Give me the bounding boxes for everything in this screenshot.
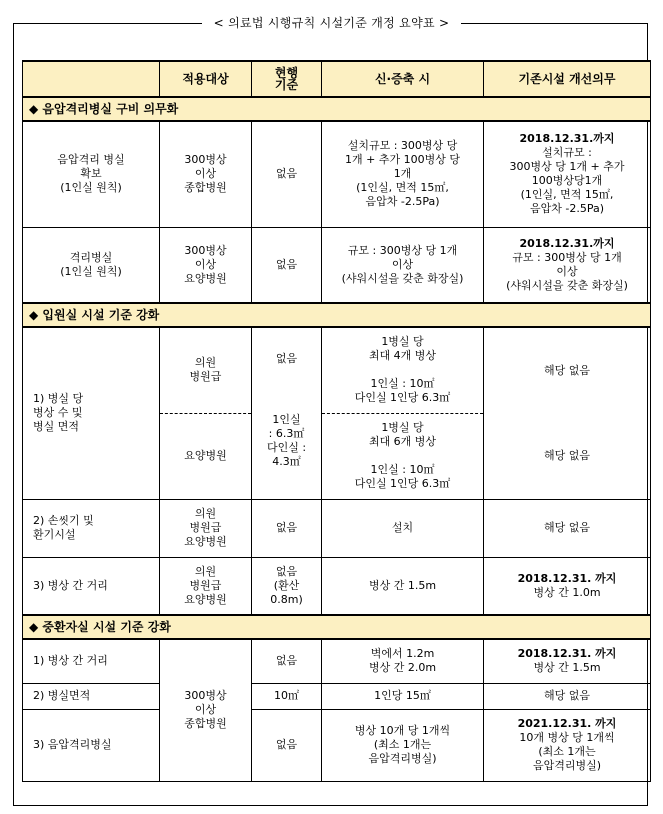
row-target: 의원 병원급 xyxy=(160,327,252,413)
row-new: 벽에서 1.2m 병상 간 2.0m xyxy=(322,639,484,683)
row-existing xyxy=(484,709,651,781)
row-new: 병상 10개 당 1개씩 (최소 1개는 음압격리병실) xyxy=(322,709,484,781)
row-new: 설치규모 : 300병상 당 1개 + 추가 100병상 당 1개 (1인실, 면적 15㎡, 음압차 -2.5Pa) xyxy=(322,121,484,227)
row-new: 1병실 당 최대 6개 병상 1인실 : 10㎡ 다인실 1인당 6.3㎡ xyxy=(322,413,484,499)
section-heading-row xyxy=(23,97,651,121)
row-label: 2) 병실면적 xyxy=(23,683,160,709)
row-target: 300병상 이상 종합병원 xyxy=(160,639,252,781)
header-existing: 기존시설 개선의무 xyxy=(484,61,651,97)
row-current: 없음 xyxy=(252,709,322,781)
row-new: 병상 간 1.5m xyxy=(322,557,484,615)
row-new: 설치 xyxy=(322,499,484,557)
section-heading: ◆ 음압격리병실 구비 의무화 xyxy=(23,97,651,121)
row-current: 없음 xyxy=(252,639,322,683)
section-heading: ◆ 입원실 시설 기준 강화 xyxy=(23,303,651,327)
row-target: 300병상 이상 종합병원 xyxy=(160,121,252,227)
table-row xyxy=(23,327,651,413)
existing-text: 설치규모 : 300병상 당 1개 + 추가 100병상당1개 (1인실, 면적 15㎡, 음압차 -2.5Pa) xyxy=(509,146,625,216)
table-row xyxy=(23,499,651,557)
row-current: 없음 xyxy=(252,327,322,413)
row-target: 요양병원 xyxy=(160,413,252,499)
table-row xyxy=(23,683,651,709)
row-existing: 해당 없음 xyxy=(484,413,651,499)
row-label: 3) 음압격리병실 xyxy=(23,709,160,781)
row-label: 음압격리 병실 확보 (1인실 원칙) xyxy=(23,121,160,227)
header-new: 신·증축 시 xyxy=(322,61,484,97)
row-label: 격리병실 (1인실 원칙) xyxy=(23,227,160,303)
header-row xyxy=(23,61,651,97)
row-current: 없음 xyxy=(252,227,322,303)
row-existing: 해당 없음 xyxy=(484,327,651,413)
existing-deadline: 2018.12.31.까지 xyxy=(519,132,615,146)
row-existing xyxy=(484,639,651,683)
row-target: 의원 병원급 요양병원 xyxy=(160,557,252,615)
row-label: 2) 손씻기 및 환기시설 xyxy=(23,499,160,557)
row-current: 10㎡ xyxy=(252,683,322,709)
row-label: 3) 병상 간 거리 xyxy=(23,557,160,615)
row-new: 1병실 당 최대 4개 병상 1인실 : 10㎡ 다인실 1인당 6.3㎡ xyxy=(322,327,484,413)
existing-deadline: 2018.12.31. 까지 xyxy=(517,647,617,661)
existing-deadline: 2018.12.31.까지 xyxy=(519,236,615,250)
row-current: 없음 (환산 0.8m) xyxy=(252,557,322,615)
row-target: 300병상 이상 요양병원 xyxy=(160,227,252,303)
document-title: < 의료법 시행규칙 시설기준 개정 요약표 > xyxy=(202,16,462,30)
header-label xyxy=(23,61,160,97)
row-existing xyxy=(484,557,651,615)
existing-text: 병상 간 1.5m xyxy=(533,661,601,675)
row-existing xyxy=(484,227,651,303)
existing-deadline: 2021.12.31. 까지 xyxy=(517,717,617,730)
row-new: 1인당 15㎡ xyxy=(322,683,484,709)
existing-deadline: 2018.12.31. 까지 xyxy=(517,571,617,585)
row-label: 1) 병상 간 거리 xyxy=(23,639,160,683)
table-row xyxy=(23,709,651,781)
section-heading-row xyxy=(23,615,651,639)
row-current: 1인실 : 6.3㎡ 다인실 : 4.3㎡ xyxy=(252,413,322,499)
table-row xyxy=(23,121,651,227)
row-current: 없음 xyxy=(252,499,322,557)
row-existing: 해당 없음 xyxy=(484,683,651,709)
section-heading: ◆ 중환자실 시설 기준 강화 xyxy=(23,615,651,639)
row-new: 규모 : 300병상 당 1개 이상 (샤워시설을 갖춘 화장실) xyxy=(322,227,484,303)
row-target: 의원 병원급 요양병원 xyxy=(160,499,252,557)
header-current: 현행 기준 xyxy=(252,61,322,97)
row-label: 1) 병실 당 병상 수 및 병실 면적 xyxy=(23,327,160,499)
header-target: 적용대상 xyxy=(160,61,252,97)
summary-table xyxy=(22,60,651,782)
table-row xyxy=(23,639,651,683)
section-heading-row xyxy=(23,303,651,327)
row-existing: 해당 없음 xyxy=(484,499,651,557)
existing-text: 병상 간 1.0m xyxy=(533,585,601,599)
table-row xyxy=(23,557,651,615)
table-row xyxy=(23,227,651,303)
row-current: 없음 xyxy=(252,121,322,227)
existing-text: 10개 병상 당 1개씩 (최소 1개는 음압격리병실) xyxy=(519,731,615,772)
row-existing xyxy=(484,121,651,227)
existing-text: 규모 : 300병상 당 1개 이상 (샤워시설을 갖춘 화장실) xyxy=(506,250,628,292)
title-bar xyxy=(0,12,663,36)
